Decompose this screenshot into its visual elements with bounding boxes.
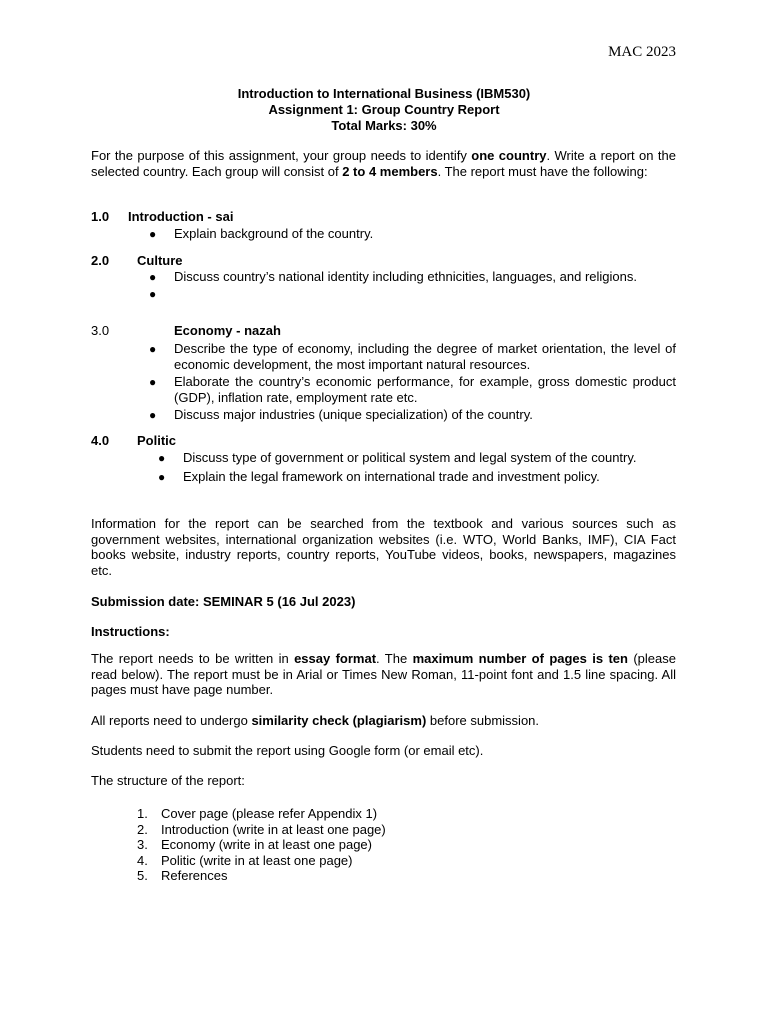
section-heading-introduction: 1.0 Introduction - sai [91, 209, 234, 224]
total-marks: Total Marks: 30% [331, 118, 437, 133]
bullet-icon: ● [158, 451, 166, 465]
course-title: Introduction to International Business (IBM530) [237, 86, 531, 101]
info-paragraph: Information for the report can be searched from the textbook and various sources such as government websites, international organization websites (i.e. WTO, World Banks, IMF), CIA Fact books website, industry reports, country reports, YouTube videos, books, newspapers, magazines etc. [91, 516, 676, 578]
bullet-icon: ● [149, 227, 157, 241]
instructions-paragraph-format: The report needs to be written in essay format. The maximum number of pages is ten (please read below). The report must be in Arial or Times New Roman, 11-point font and 1.5 line spacing. All pages must have page number. [91, 651, 676, 697]
section-3-bullets [149, 341, 676, 424]
instructions-paragraph-submit: Students need to submit the report using Google form (or email etc). [91, 743, 484, 758]
list-item: ● Discuss type of government or political system and legal system of the country. [158, 450, 637, 465]
emphasis-max-pages: maximum number of pages is ten [412, 651, 628, 666]
emphasis-one-country: one country [471, 148, 547, 163]
submission-date: Submission date: SEMINAR 5 (16 Jul 2023) [91, 594, 356, 609]
bullet-icon: ● [149, 270, 157, 284]
bullet-icon: ● [158, 470, 166, 484]
list-item: ● Explain background of the country. [149, 226, 374, 241]
bullet-icon: ● [149, 408, 157, 422]
emphasis-members: 2 to 4 members [342, 163, 438, 179]
section-heading-culture: 2.0 Culture [91, 253, 183, 268]
list-item: ● Explain the legal framework on international trade and investment policy. [158, 469, 600, 484]
bullet-icon: ● [149, 287, 157, 301]
section-heading-economy: 3.0 Economy - nazah [91, 323, 281, 338]
section-1-bullets [149, 226, 676, 243]
emphasis-essay-format: essay format [294, 651, 377, 666]
list-item: ● Discuss major industries (unique specialization) of the country. [149, 407, 533, 422]
session-label: MAC 2023 [608, 44, 676, 60]
list-item: 1. Cover page (please refer Appendix 1) [137, 806, 378, 821]
bullet-icon: ● [149, 375, 157, 389]
list-item: ● Discuss country’s national identity including ethnicities, languages, and religions. [149, 269, 637, 284]
list-item: 3. Economy (write in at least one page) [137, 837, 372, 852]
structure-list [137, 806, 386, 884]
emphasis-similarity-check: similarity check (plagiarism) [251, 713, 427, 728]
section-heading-politic: 4.0 Politic [91, 433, 177, 448]
list-item: 2. Introduction (write in at least one page) [137, 821, 386, 837]
structure-heading: The structure of the report: [91, 773, 245, 788]
list-item: ● Elaborate the country’s economic performance, for example, gross domestic product (GDP), inflation rate, employment rate etc. [149, 374, 676, 405]
list-item: ● Describe the type of economy, including the degree of market orientation, the level of economic development, the most important natural resources. [149, 341, 676, 372]
instructions-paragraph-plagiarism: All reports need to undergo similarity check (plagiarism) before submission. [91, 713, 540, 728]
document-title [0, 86, 768, 134]
list-item: 4. Politic (write in at least one page) [137, 852, 353, 868]
section-4-bullets [158, 449, 676, 487]
section-2-bullets [149, 269, 676, 303]
list-item [149, 286, 676, 302]
assignment-title: Assignment 1: Group Country Report [268, 102, 500, 117]
bullet-icon: ● [149, 342, 157, 356]
instructions-heading: Instructions: [91, 624, 170, 639]
list-item: 5. References [137, 868, 228, 883]
intro-paragraph: For the purpose of this assignment, your group needs to identify one country. Write a report on the selected country. Each group will consist of 2 to 4 members. The report must have the following: [91, 148, 676, 179]
